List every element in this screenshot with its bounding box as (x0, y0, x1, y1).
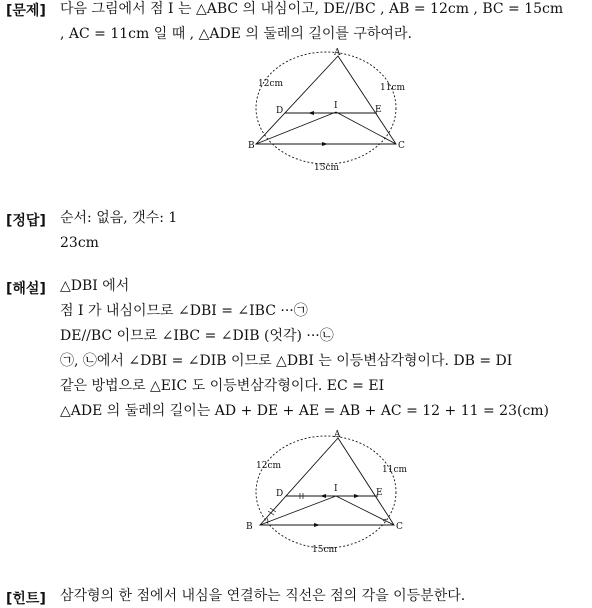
explanation-line-1: △DBI 에서 (60, 278, 130, 294)
fig1-label-i: I (334, 101, 338, 111)
explanation-label: [해설] (6, 281, 46, 297)
explanation-line-6: △ADE 의 둘레의 길이는 AD + DE + AE = AB + AC = 12 + 11 = 23(cm) (60, 403, 550, 419)
fig1-bc-length: 15cm (314, 163, 340, 173)
fig1-label-c: C (398, 141, 405, 151)
problem-figure (240, 46, 410, 176)
explanation-line-4: ㉠, ㉡에서 ∠DBI = ∠DIB 이므로 △DBI 는 이등변삼각형이다. DB = DI (60, 353, 513, 369)
fig2-ab-length: 12cm (256, 461, 282, 471)
fig2-label-i: I (334, 484, 338, 494)
explanation-line-2: 점 I 가 내심이므로 ∠DBI = ∠IBC ···㉠ (60, 303, 308, 319)
fig2-bc-length: 15cm (312, 545, 338, 555)
explanation-line-3: DE//BC 이므로 ∠IBC = ∠DIB (엇각) ···㉡ (60, 328, 334, 344)
problem-line-1: 다음 그림에서 점 I 는 △ABC 의 내심이고, DE//BC , AB = 12cm , BC = 15cm (60, 1, 564, 17)
fig1-ac-length: 11cm (380, 83, 406, 93)
fig2-label-e: E (376, 488, 383, 498)
explanation-figure (240, 428, 410, 558)
problem-label: [문제] (6, 3, 46, 19)
fig1-ab-length: 12cm (258, 79, 284, 89)
fig2-label-d: D (276, 489, 284, 499)
answer-line-1: 순서: 없음, 갯수: 1 (60, 210, 178, 226)
answer-line-2: 23cm (60, 235, 99, 251)
fig1-label-d: D (276, 106, 284, 116)
fig1-label-b: B (248, 141, 255, 151)
problem-line-2: , AC = 11cm 일 때 , △ADE 의 둘레의 길이를 구하여라. (60, 26, 412, 42)
fig2-label-c: C (396, 522, 403, 532)
fig2-label-b: B (246, 522, 253, 532)
answer-label: [정답] (6, 213, 46, 229)
explanation-line-5: 같은 방법으로 △EIC 도 이등변삼각형이다. EC = EI (60, 378, 385, 394)
hint-label: [힌트] (6, 591, 46, 607)
fig1-label-a: A (334, 48, 341, 58)
fig1-label-e: E (375, 105, 382, 115)
fig2-label-a: A (334, 430, 341, 440)
fig2-ac-length: 11cm (382, 465, 408, 475)
hint-text: 삼각형의 한 점에서 내심을 연결하는 직선은 점의 각을 이등분한다. (60, 588, 466, 604)
